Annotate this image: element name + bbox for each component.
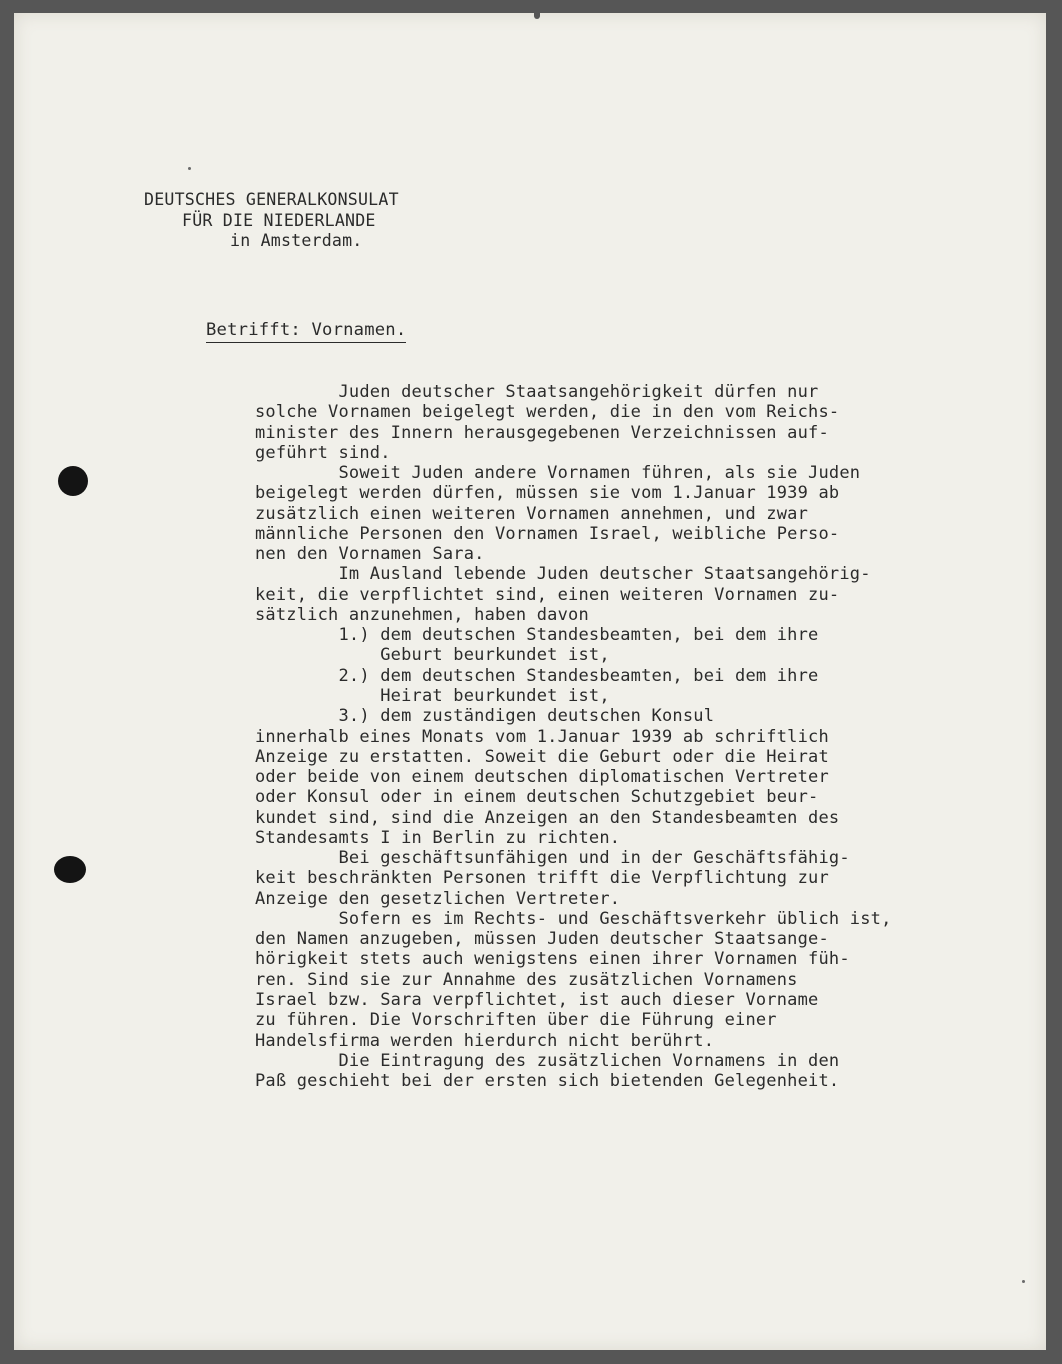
body-line: nen den Vornamen Sara. [255, 544, 485, 565]
letter-body [255, 382, 892, 1091]
body-line: zusätzlich einen weiteren Vornamen annehmen, und zwar [255, 503, 809, 524]
body-line: solche Vornamen beigelegt werden, die in den vom Reichs- [255, 402, 840, 423]
subject-line: Betrifft: Vornamen. [206, 320, 406, 343]
body-line: geführt sind. [255, 442, 391, 463]
body-line: sätzlich anzunehmen, haben davon [255, 604, 589, 625]
letterhead-line-2: FÜR DIE NIEDERLANDE [182, 210, 376, 230]
body-line: Juden deutscher Staatsangehörigkeit dürfen nur [255, 382, 819, 402]
body-line: oder Konsul oder in einem deutschen Schutzgebiet beur- [255, 787, 819, 808]
body-line: Anzeige den gesetzlichen Vertreter. [255, 888, 621, 909]
body-line: männliche Personen den Vornamen Israel, weibliche Perso- [255, 523, 840, 544]
body-line: Handelsfirma werden hierdurch nicht berührt. [255, 1030, 715, 1051]
body-line: 2.) dem deutschen Standesbeamten, bei dem ihre [255, 665, 819, 686]
body-line: Die Eintragung des zusätzlichen Vornamens in den [255, 1050, 840, 1071]
body-line: Israel bzw. Sara verpflichtet, ist auch dieser Vorname [255, 989, 819, 1010]
body-line: Heirat beurkundet ist, [255, 685, 610, 706]
letterhead-line-3: in Amsterdam. [230, 231, 363, 250]
body-line: keit, die verpflichtet sind, einen weiteren Vornamen zu- [255, 584, 840, 605]
ink-speck [1022, 1280, 1025, 1283]
body-line: Sofern es im Rechts- und Geschäftsverkehr üblich ist, [255, 908, 892, 929]
body-line: Bei geschäftsunfähigen und in der Geschäftsfähig- [255, 848, 850, 869]
body-line: Anzeige zu erstatten. Soweit die Geburt oder die Heirat [255, 746, 829, 767]
body-line: keit beschränkten Personen trifft die Verpflichtung zur [255, 868, 829, 889]
body-line: innerhalb eines Monats vom 1.Januar 1939 ab schriftlich [255, 726, 829, 747]
body-line: ren. Sind sie zur Annahme des zusätzlichen Vornamens [255, 969, 798, 990]
body-line: hörigkeit stets auch wenigstens einen ihrer Vornamen füh- [255, 949, 850, 970]
ink-speck [188, 167, 191, 170]
body-line: oder beide von einem deutschen diplomatischen Vertreter [255, 767, 829, 788]
letterhead-line-1: DEUTSCHES GENERALKONSULAT [144, 190, 399, 209]
body-line: Geburt beurkundet ist, [255, 645, 610, 666]
paper-edge-notch [534, 13, 540, 19]
letterhead [144, 190, 399, 252]
punch-hole-bottom [54, 856, 86, 883]
body-line: 1.) dem deutschen Standesbeamten, bei dem ihre [255, 625, 819, 646]
body-line: kundet sind, sind die Anzeigen an den Standesbeamten des [255, 807, 840, 828]
body-line: zu führen. Die Vorschriften über die Führung einer [255, 1010, 777, 1031]
punch-hole-top [58, 466, 88, 496]
body-line: Paß geschieht bei der ersten sich bietenden Gelegenheit. [255, 1071, 840, 1092]
body-line: den Namen anzugeben, müssen Juden deutscher Staatsange- [255, 929, 829, 950]
body-line: Standesamts I in Berlin zu richten. [255, 827, 621, 848]
body-line: minister des Innern herausgegebenen Verzeichnissen auf- [255, 422, 829, 443]
body-line: beigelegt werden dürfen, müssen sie vom 1.Januar 1939 ab [255, 483, 840, 504]
body-line: Soweit Juden andere Vornamen führen, als sie Juden [255, 463, 861, 484]
body-line: Im Ausland lebende Juden deutscher Staatsangehörig- [255, 564, 871, 585]
body-line: 3.) dem zuständigen deutschen Konsul [255, 706, 715, 727]
